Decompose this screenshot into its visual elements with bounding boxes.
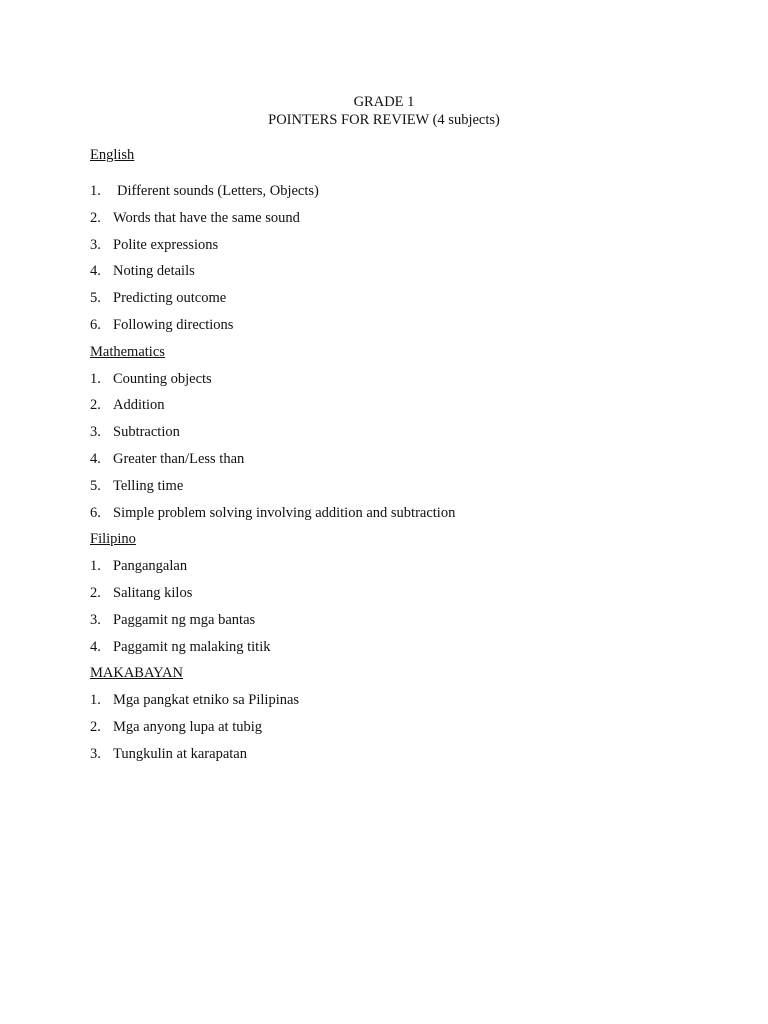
grade-title: GRADE 1 (353, 94, 415, 110)
list-item (90, 504, 710, 531)
item-number: 1. (90, 183, 101, 199)
item-text: Polite expressions (113, 236, 219, 253)
item-number: 6. (90, 316, 101, 333)
list-item (90, 236, 710, 263)
item-text: Counting objects (113, 370, 212, 387)
item-number: 3. (90, 745, 101, 762)
item-number: 3. (90, 424, 101, 441)
list-item (90, 638, 710, 665)
item-text: Greater than/Less than (113, 450, 245, 467)
item-number: 3. (90, 611, 101, 628)
list-item (90, 262, 710, 289)
list-item (90, 745, 710, 772)
item-text: Subtraction (113, 424, 180, 441)
item-number: 1. (90, 558, 101, 575)
item-number: 2. (90, 718, 101, 735)
review-subtitle: POINTERS FOR REVIEW (4 subjects) (268, 112, 500, 128)
item-text: Noting details (113, 263, 195, 280)
title-block (0, 93, 768, 129)
item-text: Telling time (113, 477, 184, 494)
list-item (90, 450, 710, 477)
item-number: 4. (90, 638, 101, 655)
item-text: Paggamit ng malaking titik (113, 638, 271, 655)
section-heading-filipino: Filipino (90, 531, 136, 548)
list-item (90, 182, 710, 209)
list-item (90, 718, 710, 745)
list-item (90, 396, 710, 423)
item-number: 5. (90, 477, 101, 494)
item-text: Tungkulin at karapatan (113, 745, 247, 762)
item-text: Mga anyong lupa at tubig (113, 718, 263, 735)
item-number: 4. (90, 450, 101, 467)
item-text: Different sounds (Letters, Objects) (117, 183, 319, 199)
item-text: Simple problem solving involving addition and subtraction (113, 504, 456, 521)
item-number: 5. (90, 290, 101, 307)
item-text: Pangangalan (113, 558, 188, 575)
item-number: 6. (90, 504, 101, 521)
list-item (90, 316, 710, 343)
list-item (90, 209, 710, 236)
review-content (90, 146, 710, 772)
item-text: Salitang kilos (113, 584, 193, 601)
item-text: Predicting outcome (113, 290, 227, 307)
list-item (90, 584, 710, 611)
item-text: Words that have the same sound (113, 209, 300, 226)
list-item (90, 370, 710, 397)
list-item (90, 557, 710, 584)
item-number: 2. (90, 584, 101, 601)
item-text: Following directions (113, 316, 234, 333)
item-number: 1. (90, 692, 101, 709)
item-number: 4. (90, 263, 101, 280)
section-heading-mathematics: Mathematics (90, 343, 165, 360)
list-item (90, 477, 710, 504)
item-number: 2. (90, 209, 101, 226)
item-text: Paggamit ng mga bantas (113, 611, 256, 628)
list-item (90, 289, 710, 316)
item-text: Mga pangkat etniko sa Pilipinas (113, 692, 300, 709)
list-item (90, 423, 710, 450)
section-heading-english: English (90, 147, 135, 163)
item-text: Addition (113, 397, 165, 414)
list-item (90, 611, 710, 638)
section-heading-makabayan: MAKABAYAN (90, 665, 183, 682)
item-number: 2. (90, 397, 101, 414)
list-item (90, 691, 710, 718)
item-number: 3. (90, 236, 101, 253)
item-number: 1. (90, 370, 101, 387)
